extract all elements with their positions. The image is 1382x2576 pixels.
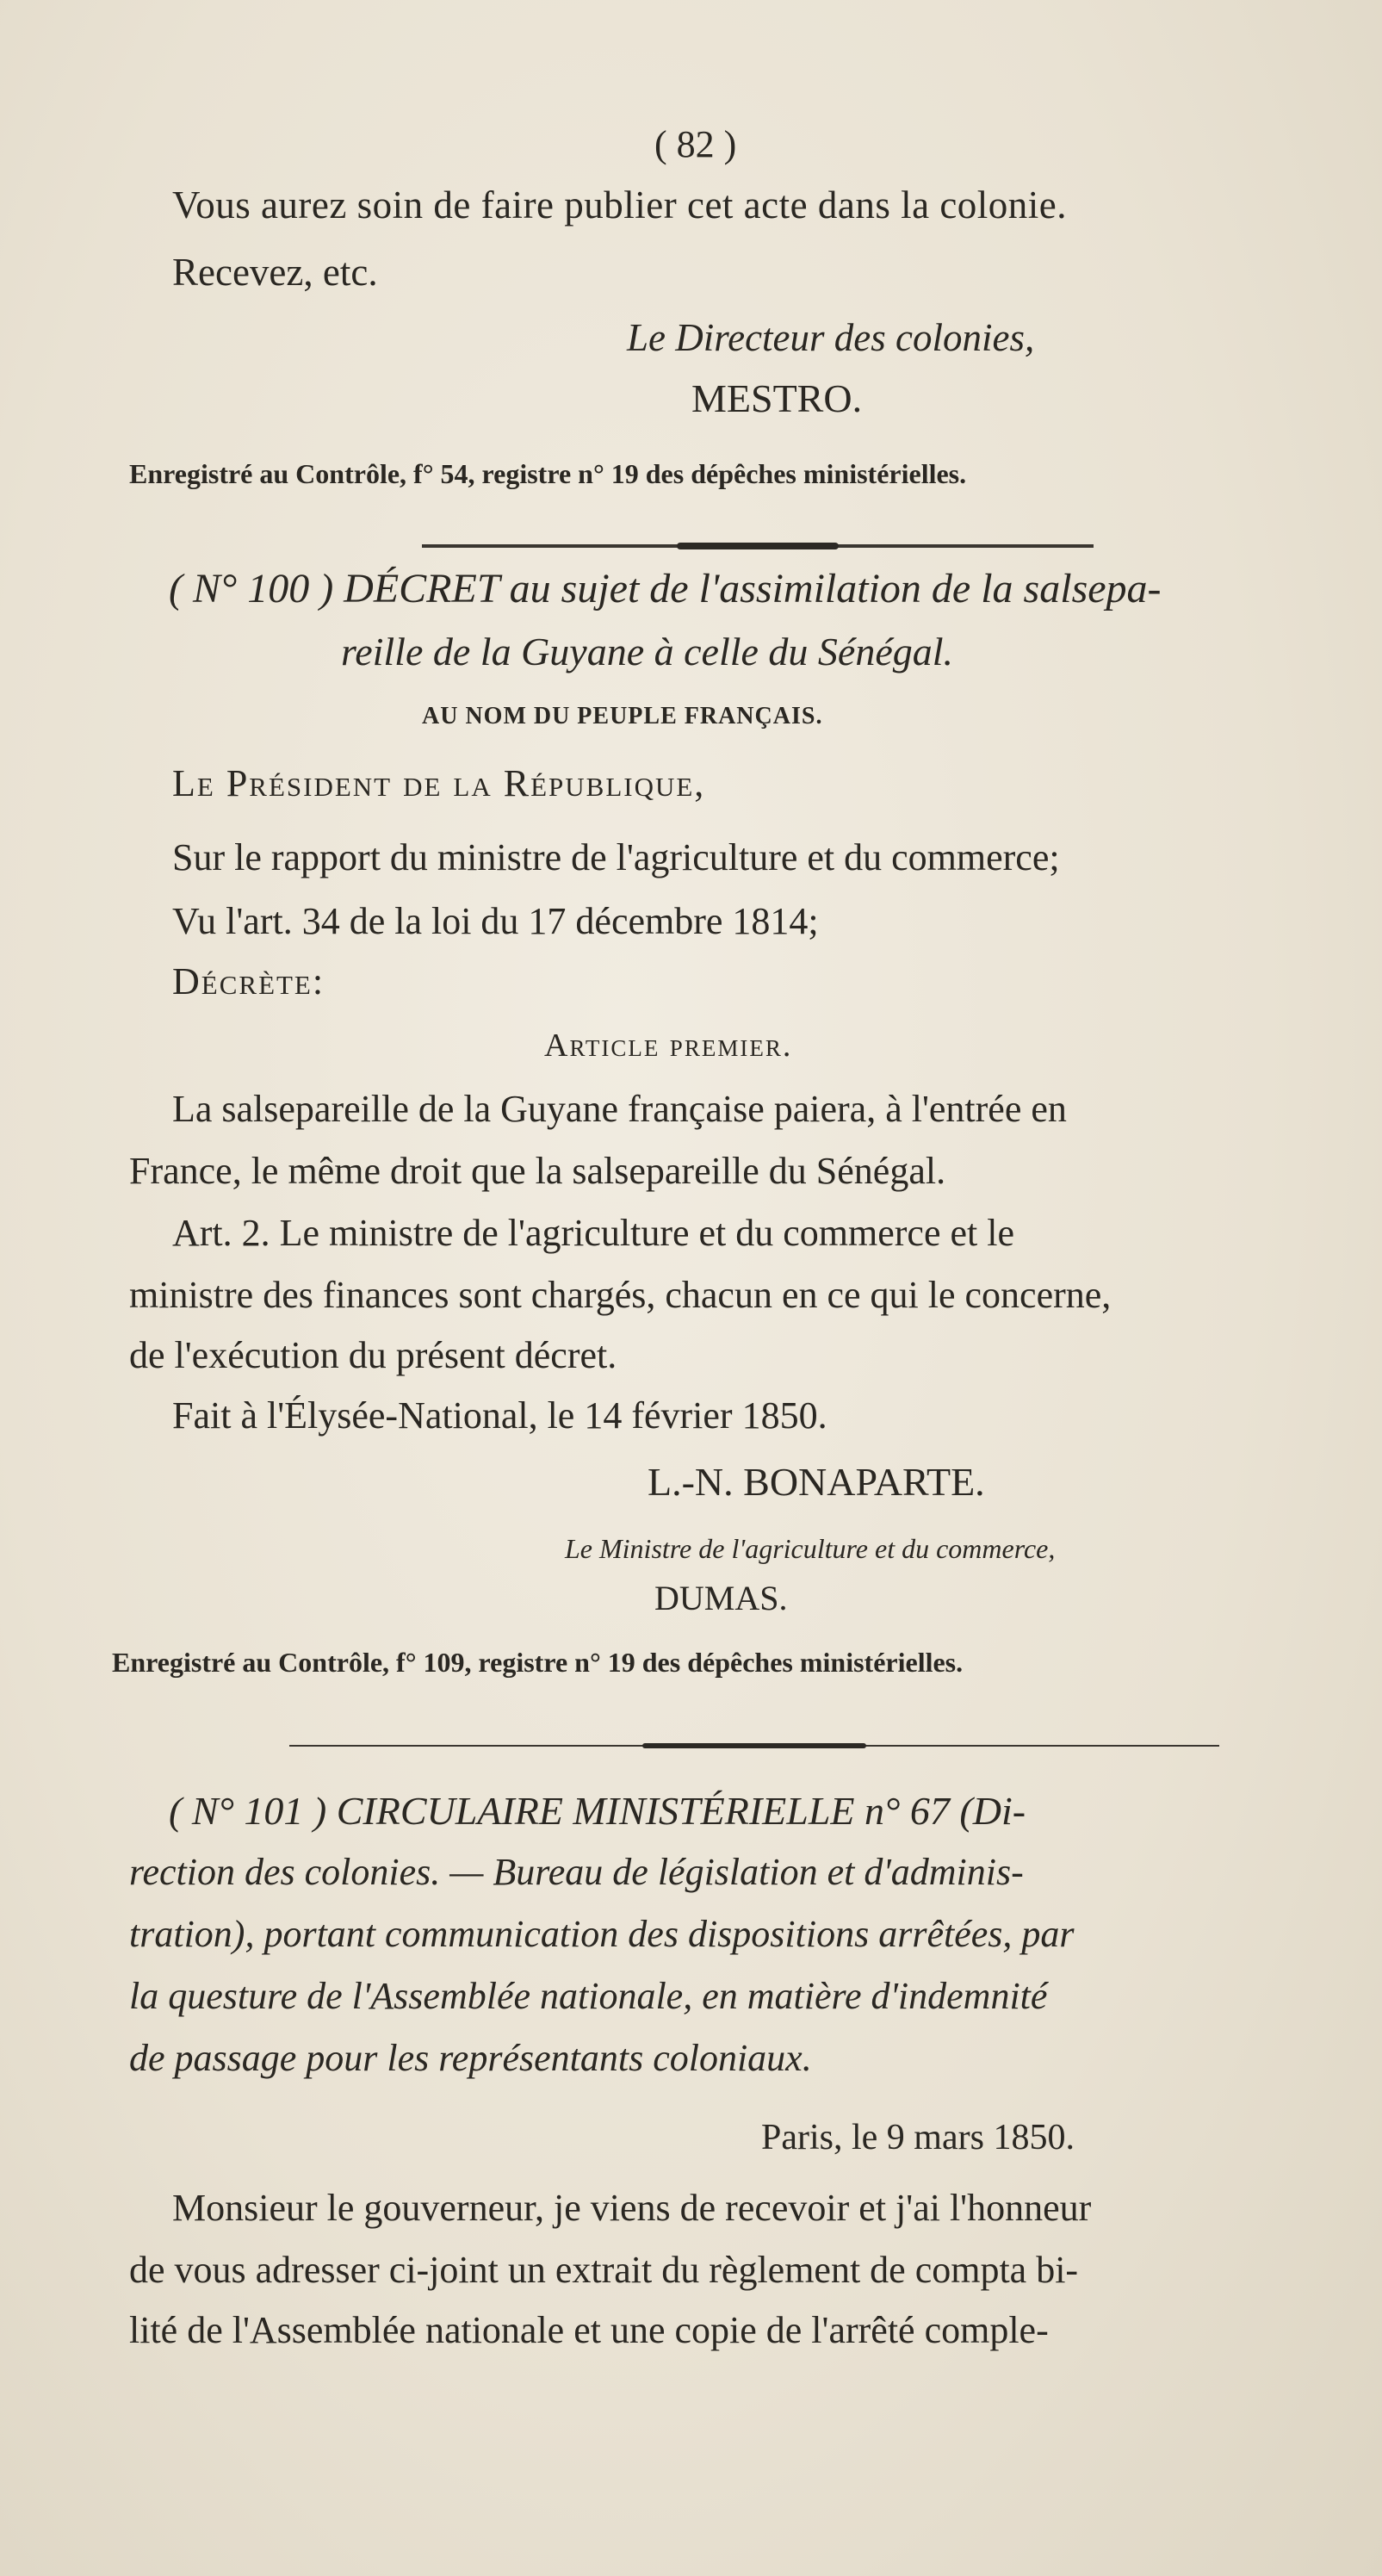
section-divider-2 — [289, 1745, 1219, 1747]
circular-heading-line-3: tration), portant communication des dispositions arrêtées, par — [129, 1913, 1075, 1955]
decree-registration: Enregistré au Contrôle, f° 109, registre n° 19 des dépêches ministérielles. — [112, 1647, 964, 1678]
circular-body-line-2: de vous adresser ci-joint un extrait du règlement de compta bi- — [129, 2249, 1079, 2291]
invocation: AU NOM DU PEUPLE FRANÇAIS. — [422, 703, 823, 729]
minister-title: Le Ministre de l'agriculture et du commerce, — [565, 1533, 1056, 1564]
decree-signature: L.-N. BONAPARTE. — [648, 1460, 985, 1504]
minister-name: DUMAS. — [654, 1579, 788, 1617]
section-divider — [422, 544, 1094, 548]
signature-title: Le Directeur des colonies, — [627, 316, 1035, 359]
registration-note: Enregistré au Contrôle, f° 54, registre n° 19 des dépêches ministérielles. — [129, 458, 967, 489]
decree-heading-line-1 — [169, 565, 1162, 612]
decree-heading-text-1: ( N° 100 ) DÉCRET au sujet de l'assimilation de la salsepa- — [169, 566, 1162, 611]
circular-heading-line-1: ( N° 101 ) CIRCULAIRE MINISTÉRIELLE n° 67 (Di- — [169, 1789, 1026, 1833]
rapport-line: Sur le rapport du ministre de l'agriculture et du commerce; — [172, 836, 1060, 878]
salutation: Recevez, etc. — [172, 251, 378, 294]
closing-line: Vous aurez soin de faire publier cet acte dans la colonie. — [172, 183, 1068, 227]
circular-heading-line-4: la questure de l'Assemblée nationale, en matière d'indemnité — [129, 1975, 1048, 2017]
article-1-line-1: La salsepareille de la Guyane française paiera, à l'entrée en — [172, 1088, 1067, 1130]
circular-body-line-3: lité de l'Assemblée nationale et une copie de l'arrêté comple- — [129, 2309, 1049, 2351]
article-2-line-2: ministre des finances sont chargés, chacun en ce qui le concerne, — [129, 1274, 1112, 1316]
circular-body-line-1: Monsieur le gouverneur, je viens de recevoir et j'ai l'honneur — [172, 2187, 1092, 2229]
decrete-line: Décrète: — [172, 960, 325, 1002]
article-title: Article premier. — [544, 1027, 793, 1064]
article-1-line-2: France, le même droit que la salsepareille du Sénégal. — [129, 1150, 946, 1192]
article-2-line-3: de l'exécution du présent décret. — [129, 1334, 617, 1376]
circular-heading-line-5: de passage pour les représentants coloniaux. — [129, 2037, 812, 2079]
circular-date: Paris, le 9 mars 1850. — [761, 2118, 1075, 2157]
fait-line: Fait à l'Élysée-National, le 14 février 1850. — [172, 1394, 827, 1437]
vu-line: Vu l'art. 34 de la loi du 17 décembre 1814; — [172, 900, 819, 942]
president-line: Le Président de la République, — [172, 762, 706, 804]
circular-heading-line-2: rection des colonies. — Bureau de législation et d'adminis- — [129, 1851, 1024, 1893]
signature-name: MESTRO. — [691, 376, 863, 420]
decree-heading-line-2: reille de la Guyane à celle du Sénégal. — [341, 630, 954, 673]
page-number: ( 82 ) — [654, 123, 737, 165]
article-2-line-1: Art. 2. Le ministre de l'agriculture et du commerce et le — [172, 1212, 1014, 1254]
